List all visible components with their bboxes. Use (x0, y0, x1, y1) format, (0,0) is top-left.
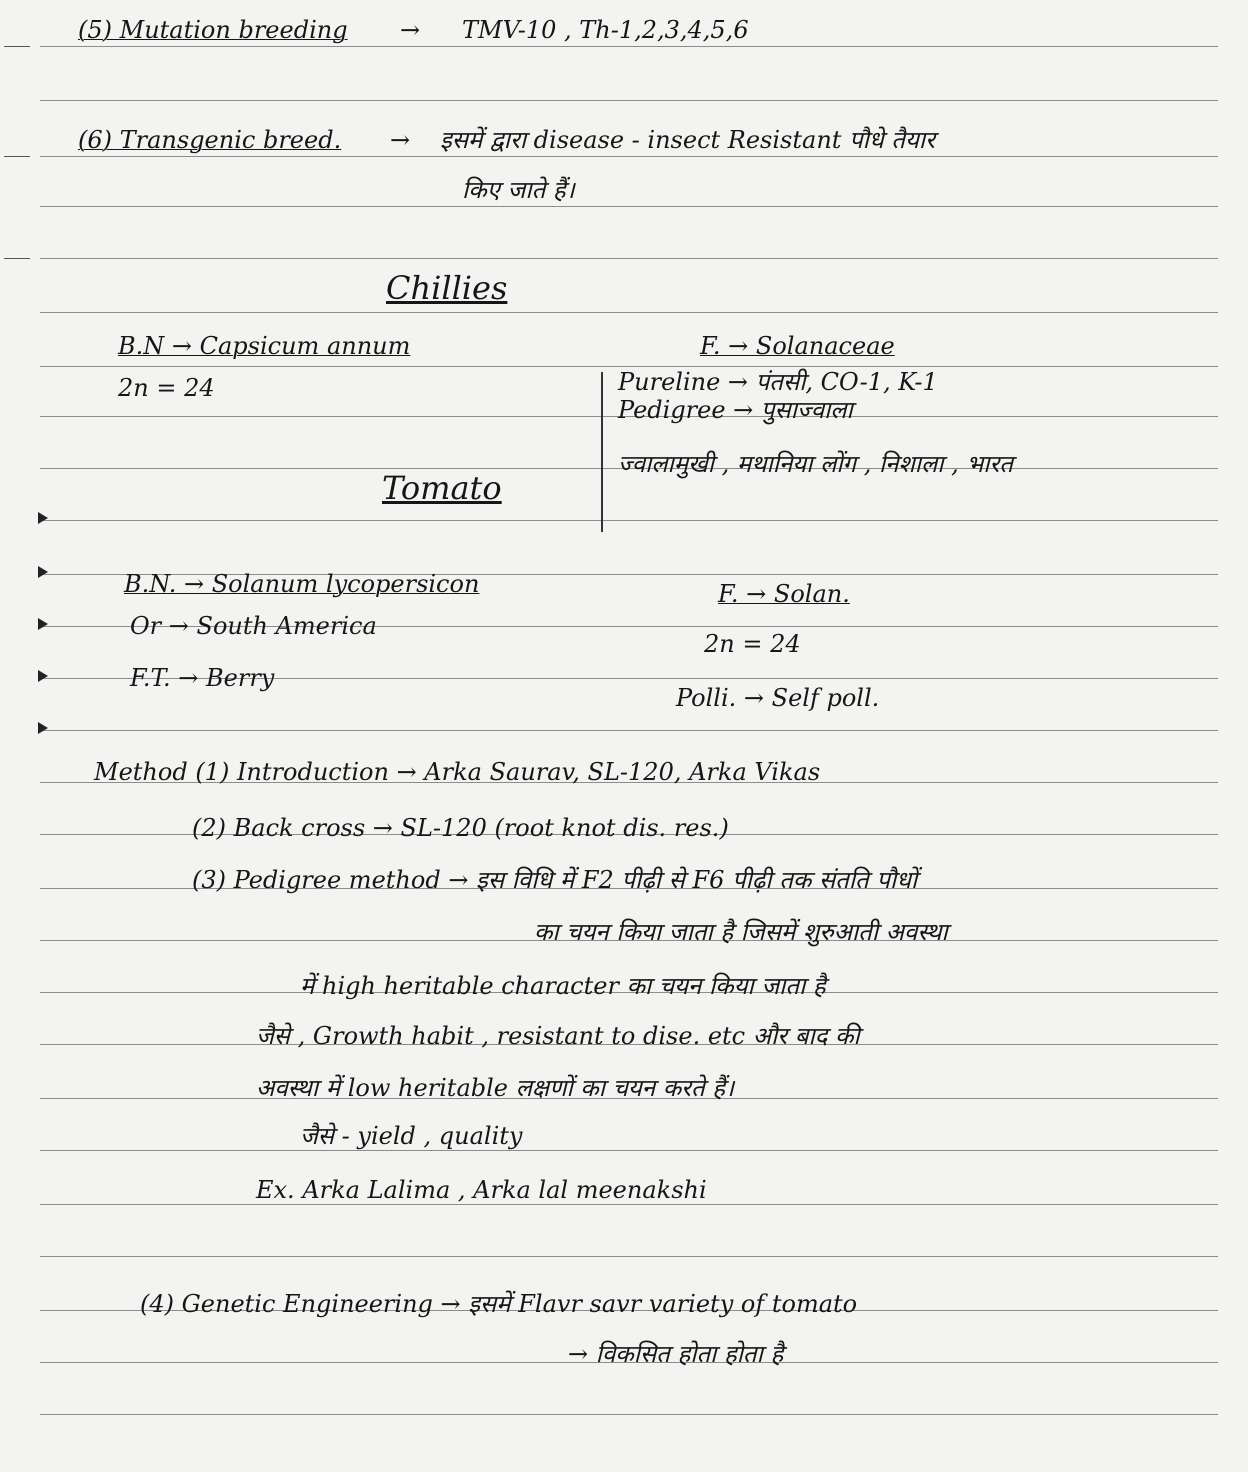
ruled-line (40, 1150, 1218, 1151)
ruled-line (40, 312, 1218, 313)
margin-mark (4, 258, 30, 259)
method-pedigree-line-4: जैसे , Growth habit , resistant to dise. etc और बाद की (256, 1022, 860, 1050)
method-pedigree-line-5: अवस्था में low heritable लक्षणों का चयन करते हैं। (256, 1074, 735, 1102)
margin-mark (4, 156, 30, 157)
method-example: Ex. Arka Lalima , Arka lal meenakshi (256, 1176, 707, 1204)
tomato-family: F. → Solan. (718, 580, 850, 608)
transgenic-line-1: इसमें द्वारा disease - insect Resistant पौधे तैयार (440, 126, 935, 154)
ruled-line (40, 258, 1218, 259)
margin-arrow-icon (38, 670, 48, 682)
bracket-line (601, 372, 603, 532)
transgenic-title: (6) Transgenic breed. (78, 126, 342, 154)
genetic-engineering-line-1: (4) Genetic Engineering → इसमें Flavr savr variety of tomato (140, 1290, 858, 1318)
ruled-line (40, 1256, 1218, 1257)
margin-arrow-icon (38, 512, 48, 524)
chillies-pureline: Pureline → पंतसी, CO-1, K-1 (618, 368, 938, 396)
method-backcross: (2) Back cross → SL-120 (root knot dis. res.) (192, 814, 729, 842)
ruled-line (40, 1204, 1218, 1205)
tomato-chromosome: 2n = 24 (704, 630, 801, 658)
ruled-line (40, 730, 1218, 731)
margin-mark (4, 46, 30, 47)
method-introduction: Method (1) Introduction → Arka Saurav, SL-120, Arka Vikas (94, 758, 821, 786)
chillies-heading: Chillies (386, 269, 508, 307)
tomato-pollination: Polli. → Self poll. (676, 684, 880, 712)
ruled-line (40, 1414, 1218, 1415)
ruled-line (40, 520, 1218, 521)
mutation-varieties: TMV-10 , Th-1,2,3,4,5,6 (462, 16, 749, 44)
arrow-glyph: → (390, 126, 411, 154)
tomato-botanical-name: B.N. → Solanum lycopersicon (124, 570, 480, 598)
margin-arrow-icon (38, 618, 48, 630)
tomato-heading: Tomato (382, 469, 502, 507)
tomato-fruit-type: F.T. → Berry (130, 664, 275, 692)
ruled-line (40, 366, 1218, 367)
chillies-varieties: ज्वालामुखी , मथानिया लोंग , निशाला , भारत (618, 450, 1013, 478)
ruled-line (40, 206, 1218, 207)
ruled-line (40, 156, 1218, 157)
tomato-origin: Or → South America (130, 612, 377, 640)
chillies-botanical-name: B.N → Capsicum annum (118, 332, 411, 360)
method-pedigree-line-3: में high heritable character का चयन किया जाता है (300, 972, 826, 1000)
method-pedigree-line-6: जैसे - yield , quality (300, 1122, 523, 1150)
chillies-chromosome: 2n = 24 (118, 374, 215, 402)
chillies-family: F. → Solanaceae (700, 332, 895, 360)
method-pedigree-line-1: (3) Pedigree method → इस विधि में F2 पीढ़ी से F6 पीढ़ी तक संतति पौधों (192, 866, 918, 894)
genetic-engineering-line-2: → विकसित होता होता है (568, 1340, 784, 1368)
method-pedigree-line-2: का चयन किया जाता है जिसमें शुरुआती अवस्था (534, 918, 948, 946)
margin-arrow-icon (38, 566, 48, 578)
arrow-glyph: → (400, 16, 421, 44)
margin-arrow-icon (38, 722, 48, 734)
ruled-line (40, 46, 1218, 47)
transgenic-line-2: किए जाते हैं। (462, 176, 575, 204)
chillies-pedigree: Pedigree → पुसाज्वाला (618, 396, 853, 424)
ruled-line (40, 100, 1218, 101)
mutation-breeding-title: (5) Mutation breeding (78, 16, 348, 44)
